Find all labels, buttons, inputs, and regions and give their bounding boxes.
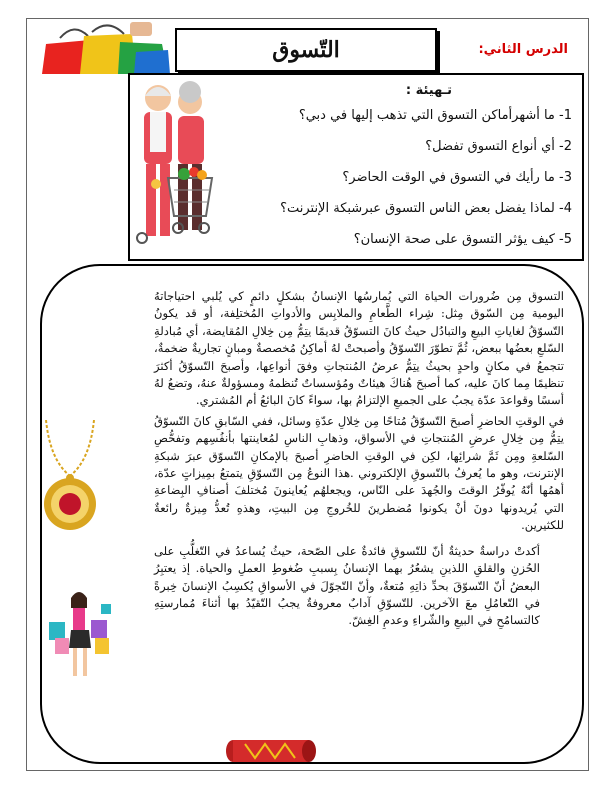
rolled-carpet-icon [225,738,321,764]
reading-passage [154,288,564,630]
question-item: 4- لماذا يفضل بعض الناس التسوق عبرشبكة الإنترنت؟ [280,201,572,216]
elderly-couple-shopping-illustration [134,78,220,254]
shopping-bags-icon [40,22,170,74]
question-item: 3- ما رأيك في التسوق في الوقت الحاضر؟ [342,170,572,185]
reading-passage-box [40,264,584,764]
necklace-icon [38,420,102,532]
paragraph: في الوقتِ الحاضرِ أصبحَ التّسوّقُ مُتاحًا مِن خِلالِ عدّةِ وسائل، ففي السّابقِ كانَ التّسوّقُ يتِمُّ مِن خِلالِ عرضِ المُنتجاتِ في الأسواق، وذهابِ الناسِ لمُعاينتها بأنفُسِهم وتفحُّصِ السّلعةِ ومِن ثَمَّ شرائِها، لكِن في الوقتِ الحاضرِ أصبحَ بالإمكانِ التّسوّق عبرَ شبكةِ الإنترنت، وهو ما يُعرفُ بالتّسوقِ الإلكتروني .هذا النوعُ مِن التّسوّقِ يتمتعُ بمِيزاتٍ عدّة، أهمُها أنّهُ يُوفّرُ الوقتَ والجُهدَ على النّاس، ويجعلهُم يُعاينونَ مُختلفَ أصنافِ البِضاعةِ التي يُريدونها دونَ أنْ يكونوا مُضطرينَ للخُروجِ مِن البيتِ، وهذهِ تُعدُّ مِيزةٌ رائعةٌ للكثيرين. [154,413,564,533]
paragraph: أكدتْ دراسةٌ حديثةٌ أنّ للتّسوقِ فائدةٌ على الصّحة، حيثُ يُساعدُ في التّغلُّبِ على الحُزنِ والقلقِ اللذينِ يشعُرُ بهما الإنسانُ بِسببِ ضُغوطِ العملِ والحياة. إذ يعتبِرُ البعضُ أنّ التّسوّقَ بحدِّ ذاتِهِ مُتعةٌ، وأنّ التّجوّلَ في الأسواقِ يُكسِبُ الإنسانَ خِبرةً في التّعامُلِ معَ الآخرين. للتّسوّقِ آدابٌ معروفةٌ يجبُ التّقيّدُ بها أثناءَ مُمارستِهِ كالتسامُحِ في البيعِ والشّراءِ وعدمِ الغِشّ. [154,543,540,628]
question-item: 1- ما أشهرأماكن التسوق التي تذهب إليها في دبي؟ [298,108,572,123]
warmup-heading: تـهيئة : [405,83,452,98]
paragraph: التسوق مِن ضُرورات الحياة التي يُمارسُها الإنسانُ بشكلٍ دائمٍ كي يُلبي احتياجاتهُ اليومية مِن السّوق مِثل: شِراء الطَّعامِ والملابِس والأدواتِ المُختلِفة، أو قد يكونُ التّسوّقُ لغاياتِ البيعِ والتبادُل حيثُ كانَ التسوّقُ قديمًا يتِمُّ مِن خِلالِ المُقايضة، أي مُبادلةِ السّلعِ بعضُها ببعض، ثُمَّ تطوّرَ التّسوّقُ وأصبحتْ لهُ أماكِنُ مُخصصةٌ ومبانٍ تجاريةٌ ضخمةٌ، تتجمعُ في مكانٍ واحدٍ بحيثُ يتِمُّ عرضُ المُنتجاتِ وفقَ أنواعِها، وأصبحَ التّسوّقُ أكثرَ تنظيمًا مِما كانَ عليه، كما أصبحَ هُناكَ هيئاتٌ ومُؤسساتٌ تُنظمهُ ومسؤولةٌ عنهُ، وتضعُ لهُ أسسًا وقواعدَ عدّة يجبُ على الجميعِ الإلتزامُ بها، سواءً كانَ البائعُ أم المُشتري. [154,289,564,408]
question-item: 2- أي أنواع التسوق تفضل؟ [425,139,572,154]
lesson-label: الدرس الثاني: [478,42,568,57]
question-item: 5- كيف يؤثر التسوق على صحة الإنسان؟ [353,232,572,247]
woman-with-shopping-bags-illustration [45,590,113,680]
page-title: التّسوق [175,28,437,72]
